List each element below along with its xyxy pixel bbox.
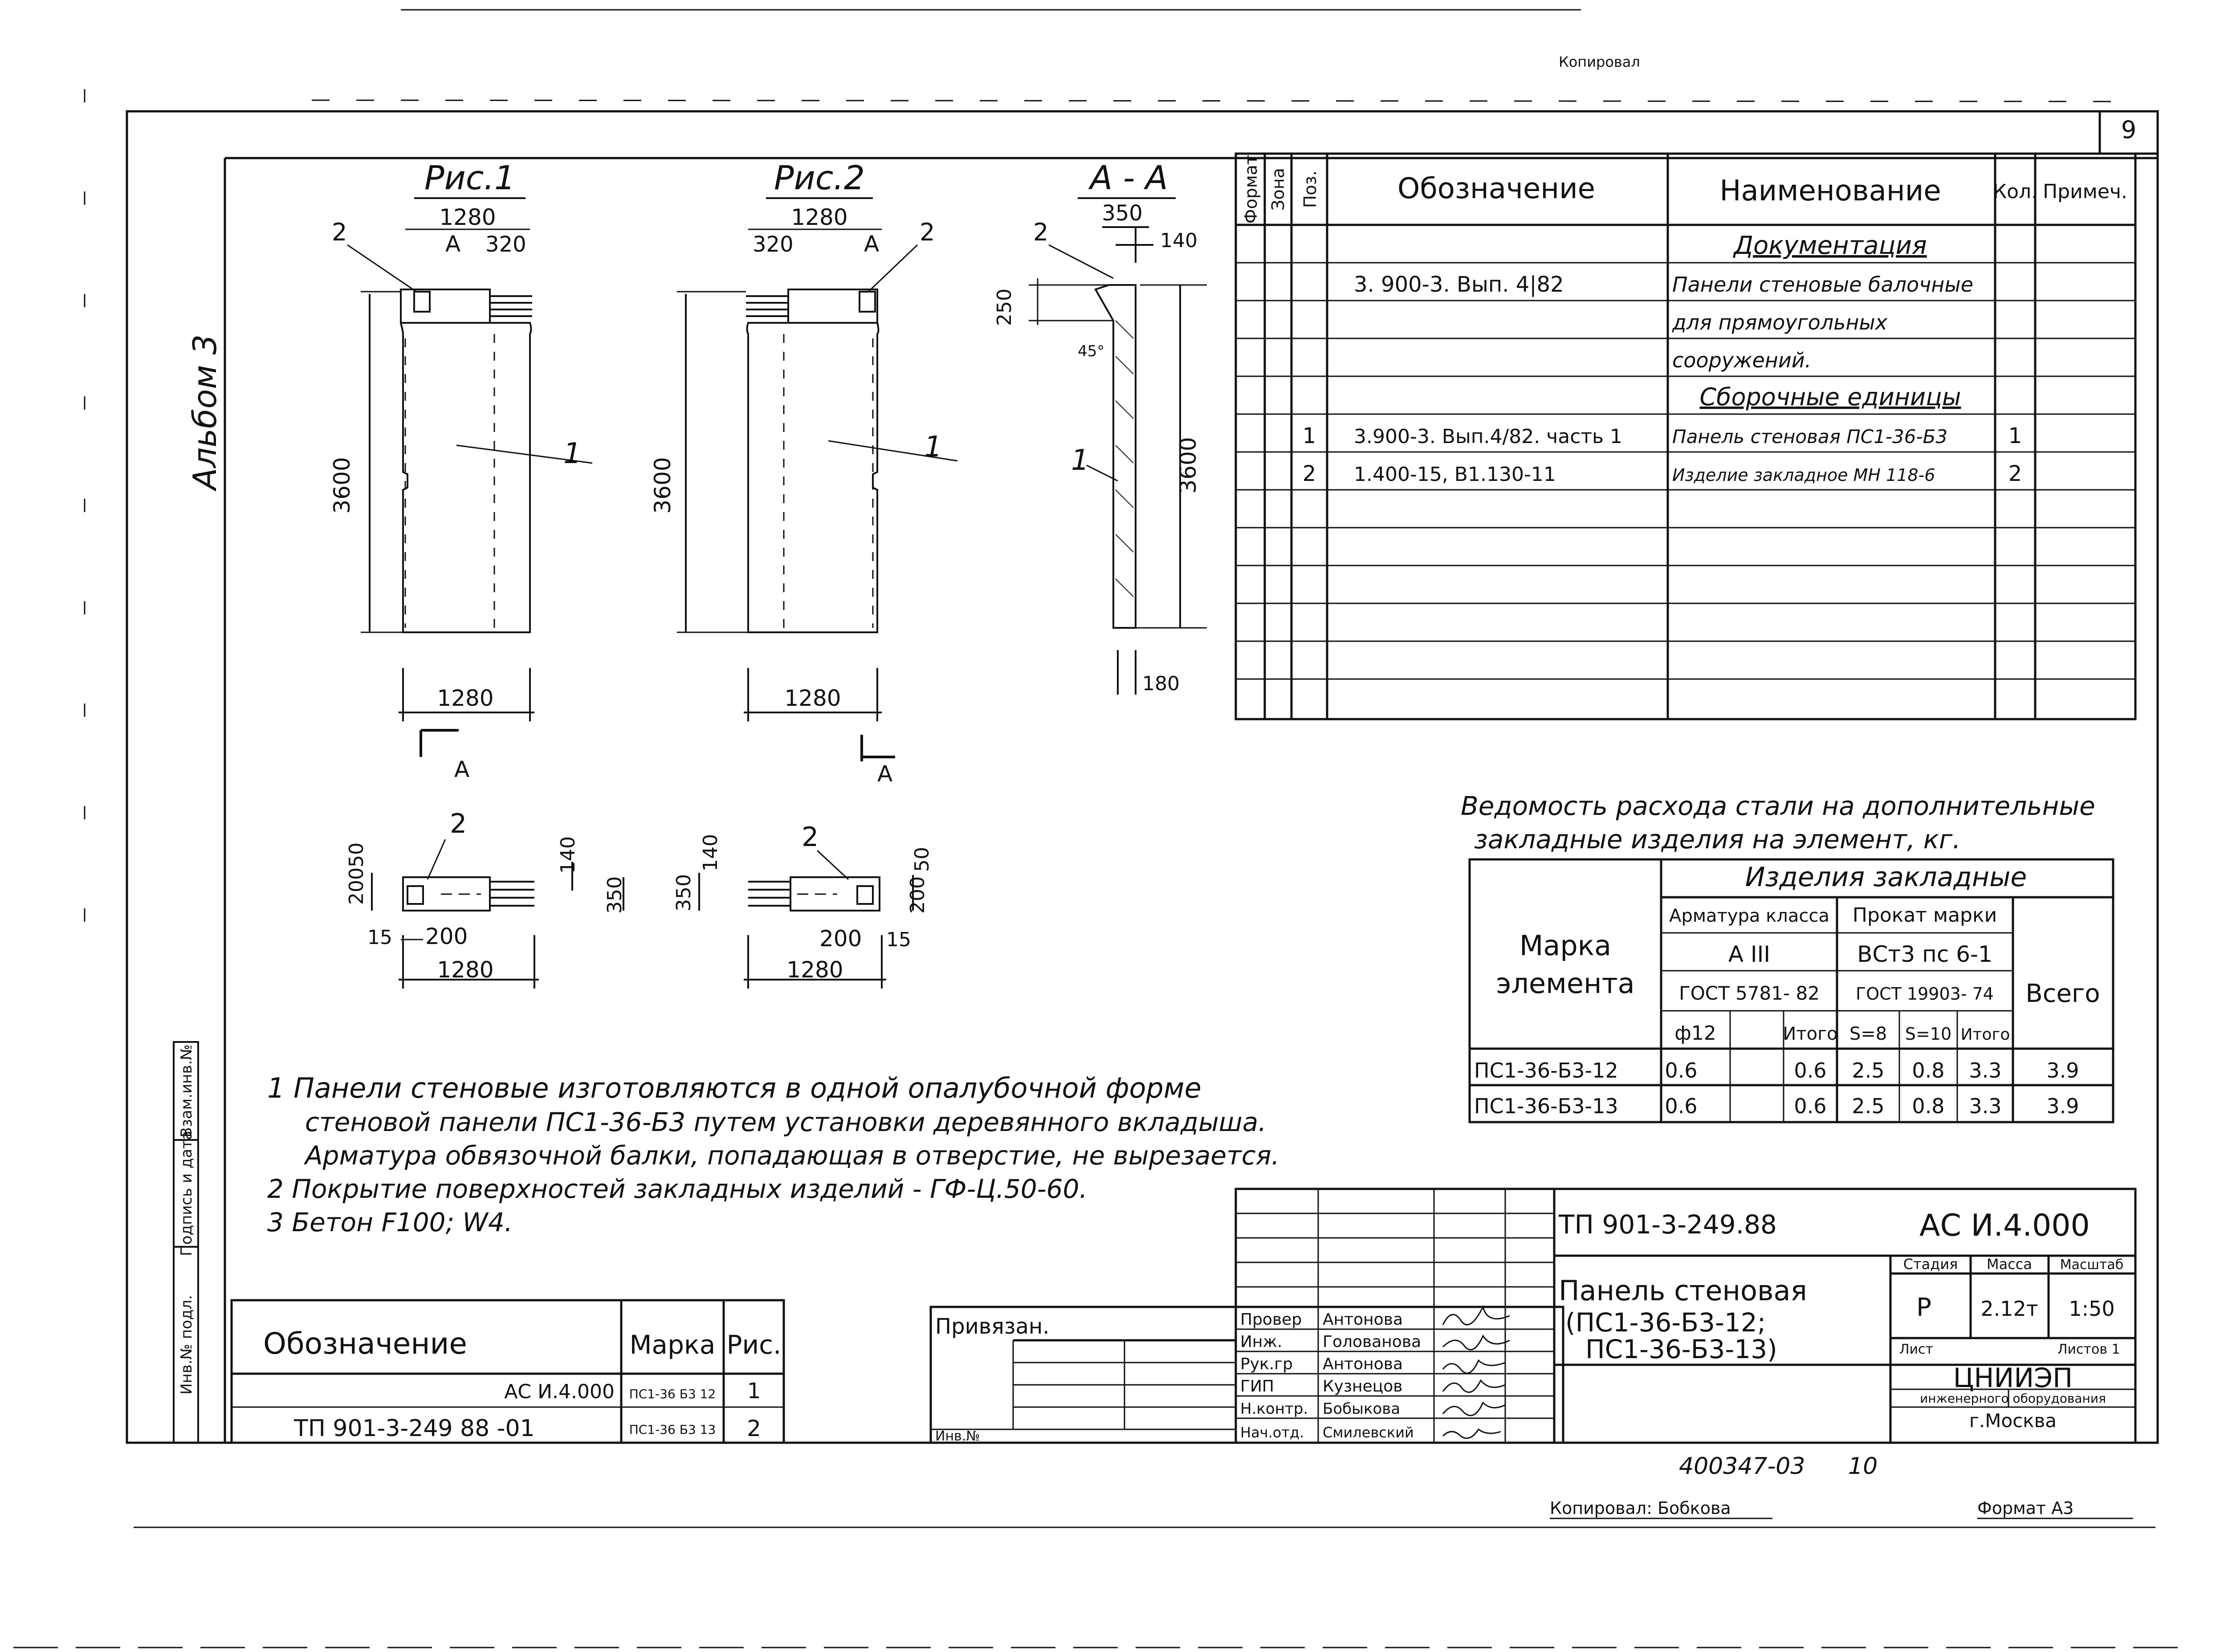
spec-row-1-name: Панели стеновые балочные: [1672, 273, 1974, 297]
steel-row-0-v4: 0.8: [1912, 1058, 1945, 1082]
steel-row-0-v6: 3.9: [2046, 1058, 2079, 1082]
spec-header-name: Наименование: [1719, 175, 1941, 208]
steel-sub-5: Итого: [1960, 1025, 2010, 1044]
format-label: Формат А3: [1977, 1498, 2074, 1518]
plan2-dim-g: 1280: [786, 957, 843, 983]
steel-title-2: закладные изделия на элемент, кг.: [1474, 824, 1961, 854]
note-line-4: 2 Покрытие поверхностей закладных изделий - ГФ-Ц.50-60.: [267, 1174, 1088, 1204]
fig2-ledge: 320: [753, 232, 794, 257]
fig1-bottom-section-mark: А: [454, 757, 470, 782]
title-scale-label: Масштаб: [2060, 1257, 2124, 1273]
spec-header-zone: Зона: [1268, 168, 1288, 211]
steel-total-header: Всего: [2025, 979, 2100, 1008]
ref-row-1-designation: ТП 901-3-249 88 -01: [294, 1415, 535, 1442]
side-stamp: [174, 1042, 198, 1443]
title-city: г.Москва: [1969, 1410, 2057, 1432]
plan1-dim-f: 200: [425, 924, 468, 949]
staff-3-name: Кузнецов: [1323, 1377, 1403, 1396]
section-callout-2: 2: [1033, 218, 1049, 246]
title-sheet-title-2: (ПС1-36-Б3-12;: [1565, 1307, 1766, 1338]
steel-table: [1461, 791, 2113, 1122]
fig1-callout-2: 2: [332, 218, 347, 246]
title-org: ЦНИИЭП: [1953, 1363, 2073, 1394]
notes: [267, 1072, 1279, 1237]
plan2-dim-b: 350: [672, 874, 695, 911]
plan2-dim-f: 15: [886, 928, 911, 951]
note-line-2: стеновой панели ПС1-36-Б3 путем установки деревянного вкладыша.: [305, 1107, 1267, 1137]
side-stamp-inv: Инв.№ подл.: [178, 1295, 196, 1395]
steel-row-0-v0: 0.6: [1665, 1058, 1698, 1082]
bottom-stamp-mid: 10: [1848, 1453, 1878, 1480]
steel-row-1-v3: 2.5: [1852, 1094, 1885, 1118]
fig2-bottom-section-mark: А: [877, 761, 893, 787]
album-label: Альбом 3: [186, 334, 224, 490]
fig2-title: Рис.2: [774, 159, 865, 197]
title-project-code: ТП 901-3-249.88: [1559, 1209, 1777, 1240]
section-title: А - А: [1090, 159, 1168, 197]
spec-row-5-designation: 3.900-3. Вып.4/82. часть 1: [1354, 425, 1622, 448]
steel-row-1-mark: ПС1-36-Б3-13: [1474, 1094, 1618, 1118]
steel-sub-4: S=10: [1905, 1024, 1952, 1044]
staff-3-role: ГИП: [1240, 1377, 1274, 1396]
staff-0-name: Антонова: [1323, 1310, 1403, 1329]
spec-row-6-qty: 2: [2008, 461, 2022, 486]
plan1-dim-d: 350: [603, 876, 626, 914]
plan2-dim-e: 200: [819, 926, 862, 952]
staff-1-name: Голованова: [1323, 1333, 1422, 1351]
steel-rolled-gost: ГОСТ 19903- 74: [1856, 984, 1994, 1004]
spec-header-note: Примеч.: [2043, 180, 2127, 203]
steel-row-1-v5: 3.3: [1969, 1094, 2002, 1118]
spec-row-2-name: для прямоугольных: [1672, 310, 1887, 334]
figure-1: [329, 159, 592, 782]
ref-header-mark: Марка: [629, 1330, 716, 1360]
steel-row-0-mark: ПС1-36-Б3-12: [1474, 1058, 1618, 1082]
spec-row-0-name: Документация: [1734, 231, 1927, 260]
ref-header-fig: Рис.: [726, 1330, 782, 1360]
fig1-ledge: 320: [485, 232, 526, 257]
copied-by: Копировал: Бобкова: [1550, 1498, 1731, 1518]
steel-rolled-label: Прокат марки: [1852, 904, 1997, 927]
plan2-dim-c: 50: [911, 847, 933, 872]
steel-mark-header: Марка: [1519, 929, 1612, 962]
steel-row-1-v2: 0.6: [1794, 1094, 1827, 1118]
spec-row-5-qty: 1: [2008, 423, 2022, 448]
spec-row-4-name: Сборочные единицы: [1699, 383, 1961, 411]
title-sheet-title-1: Панель стеновая: [1559, 1274, 1807, 1307]
spec-row-3-name: сооружений.: [1672, 348, 1812, 372]
staff-1-role: Инж.: [1240, 1333, 1283, 1351]
title-privyazan: Привязан.: [935, 1314, 1050, 1339]
top-stamp: Копировал: [1559, 53, 1640, 70]
title-stage: Р: [1916, 1293, 1931, 1322]
title-sheet-title-3: ПС1-36-Б3-13): [1585, 1334, 1777, 1364]
spec-row-1-designation: 3. 900-3. Вып. 4|82: [1354, 272, 1564, 297]
spec-row-6-designation: 1.400-15, В1.130-11: [1354, 463, 1556, 486]
title-mass-label: Масса: [1986, 1256, 2033, 1273]
note-line-3: Арматура обвязочной балки, попадающая в отверстие, не вырезается.: [305, 1140, 1280, 1171]
steel-armature-label: Арматура класса: [1669, 906, 1829, 926]
bottom-stamp-number: 400347-03: [1679, 1453, 1805, 1480]
plan2-dim-d: 200: [906, 876, 929, 914]
fig1-top-width: 1280: [439, 204, 496, 230]
fig1-height: 3600: [329, 457, 355, 514]
staff-4-role: Н.контр.: [1240, 1400, 1308, 1418]
section-top-width: 350: [1102, 201, 1143, 226]
title-sheet-label: Лист: [1899, 1342, 1934, 1357]
plan1-dim-b: 50: [345, 842, 368, 867]
section-top-offset: 140: [1160, 229, 1198, 252]
title-scale: 1:50: [2069, 1297, 2115, 1321]
steel-row-0-v3: 2.5: [1852, 1058, 1885, 1082]
ref-header-designation: Обозначение: [263, 1326, 467, 1361]
staff-2-role: Рук.гр: [1240, 1355, 1293, 1373]
steel-sub-2: Итого: [1783, 1024, 1838, 1044]
side-stamp-replace: Взам.инв.№: [178, 1044, 196, 1138]
spec-header-format: Формат: [1241, 155, 1261, 224]
plan-view-2: [672, 822, 933, 989]
steel-sub-0: ф12: [1674, 1022, 1716, 1045]
ref-row-0-fig: 1: [747, 1379, 761, 1404]
spec-row-6-pos: 2: [1302, 461, 1316, 486]
plan2-dim-a: 140: [699, 834, 722, 871]
steel-row-0-v5: 3.3: [1969, 1058, 2002, 1082]
steel-armature-gost: ГОСТ 5781- 82: [1679, 982, 1820, 1004]
figure-2: [650, 159, 957, 787]
reference-table: [232, 1300, 784, 1443]
ref-row-0-mark: ПС1-36 Б3 12: [629, 1387, 716, 1401]
plan1-dim-c: 140: [557, 836, 579, 874]
fig2-top-width: 1280: [791, 204, 848, 230]
title-doc-code: АС И.4.000: [1919, 1208, 2090, 1243]
title-stage-label: Стадия: [1903, 1256, 1958, 1273]
fig1-callout-1: 1: [563, 437, 582, 470]
spec-row-5-pos: 1: [1302, 423, 1316, 448]
fig2-callout-2: 2: [920, 218, 935, 246]
spec-header-designation: Обозначение: [1397, 172, 1596, 205]
fig2-section-mark: А: [864, 231, 880, 257]
title-inv: Инв.№: [935, 1428, 980, 1444]
fig2-bottom-width: 1280: [784, 685, 841, 711]
steel-title-1: Ведомость расхода стали на дополнительные: [1461, 791, 2095, 821]
steel-sub-3: S=8: [1849, 1024, 1887, 1044]
plan1-dim-g: 1280: [437, 957, 494, 983]
sheet-number: 9: [2121, 116, 2137, 144]
section-bottom-thickness: 180: [1142, 672, 1180, 695]
section-height: 3600: [1175, 437, 1201, 494]
plan1-dim-a: 200: [345, 867, 368, 905]
staff-0-role: Провер: [1240, 1310, 1302, 1329]
plan1-callout-2: 2: [450, 808, 467, 839]
staff-4-name: Бобыкова: [1323, 1400, 1401, 1418]
spec-row-6-name: Изделие закладное МН 118-6: [1672, 465, 1935, 485]
note-line-5: 3 Бетон F100; W4.: [267, 1207, 513, 1237]
staff-5-role: Нач.отд.: [1240, 1424, 1304, 1441]
steel-row-1-v4: 0.8: [1912, 1094, 1945, 1118]
side-stamp-sign: Подпись и дата: [178, 1131, 196, 1256]
plan2-callout-2: 2: [802, 822, 819, 853]
ref-row-0-designation: АС И.4.000: [504, 1380, 615, 1403]
note-line-1: 1 Панели стеновые изготовляются в одной опалубочной форме: [267, 1072, 1202, 1104]
ref-row-1-mark: ПС1-36 Б3 13: [629, 1422, 716, 1437]
section-a-a: [993, 159, 1207, 695]
staff-2-name: Антонова: [1323, 1355, 1403, 1373]
fig1-section-mark: А: [445, 231, 461, 257]
ref-row-1-fig: 2: [747, 1416, 761, 1441]
title-block: [931, 1189, 2135, 1444]
section-callout-1: 1: [1071, 444, 1089, 477]
fig1-title: Рис.1: [424, 159, 516, 197]
steel-armature-class: А III: [1728, 941, 1771, 967]
steel-row-0-v2: 0.6: [1794, 1058, 1827, 1082]
spec-header-qty: Кол.: [1992, 180, 2038, 203]
section-depth: 250: [993, 289, 1016, 326]
steel-group-title: Изделия закладные: [1745, 862, 2027, 893]
section-angle: 45°: [1078, 342, 1105, 360]
steel-rolled-grade: ВСт3 пс 6-1: [1857, 941, 1992, 967]
title-mass: 2.12т: [1980, 1297, 2038, 1321]
fig2-callout-1: 1: [924, 431, 942, 464]
spec-header-pos: Поз.: [1300, 170, 1320, 208]
steel-mark-header-2: элемента: [1496, 967, 1635, 1000]
staff-5-name: Смилевский: [1323, 1424, 1414, 1441]
plan-view-1: [345, 808, 626, 989]
fig2-height: 3600: [650, 457, 676, 514]
spec-table: [1236, 154, 2135, 719]
title-sheets-label: Листов 1: [2057, 1342, 2120, 1357]
fig1-bottom-width: 1280: [437, 685, 494, 711]
steel-row-1-v6: 3.9: [2046, 1094, 2079, 1118]
steel-row-1-v0: 0.6: [1665, 1094, 1698, 1118]
plan1-dim-e: 15: [367, 926, 392, 949]
spec-row-5-name: Панель стеновая ПС1-36-Б3: [1672, 426, 1948, 448]
title-org-sub: инженерного оборудования: [1920, 1391, 2106, 1406]
